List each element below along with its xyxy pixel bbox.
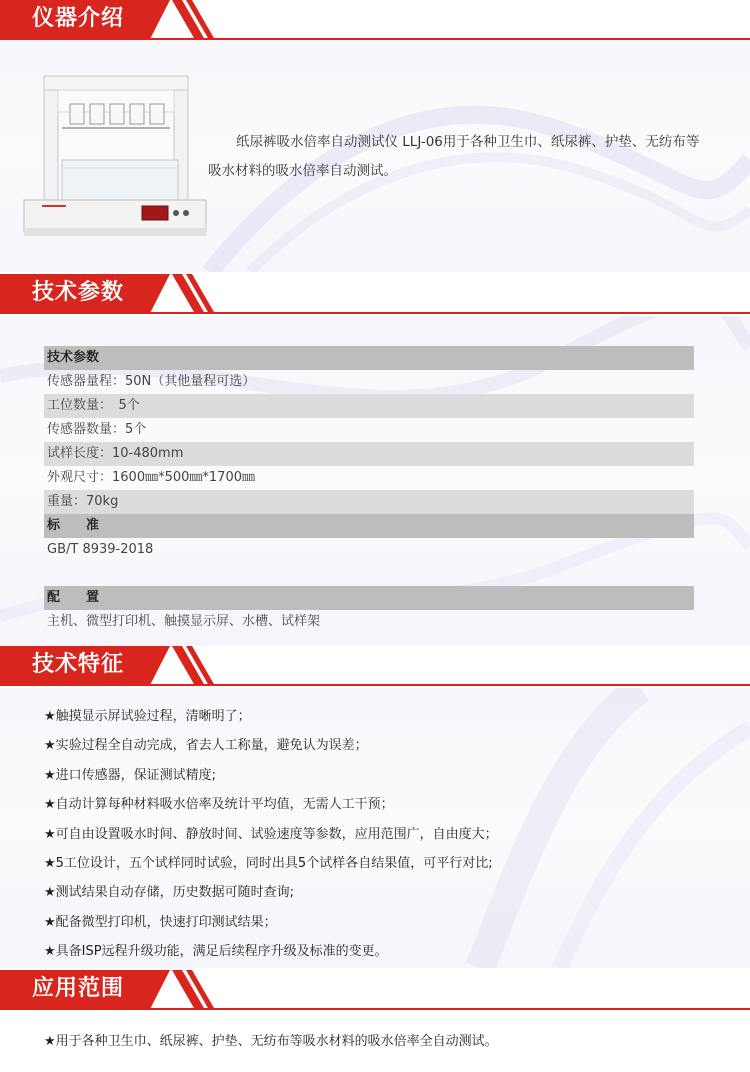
list-item: ★配备微型打印机，快速打印测试结果；	[44, 914, 277, 930]
list-item: ★可自由设置吸水时间、静放时间、试验速度等参数，应用范围广，自由度大；	[44, 826, 498, 842]
header-rule	[0, 38, 750, 40]
section-title: 仪器介绍	[32, 6, 125, 31]
table-row: 传感器量程：50N（其他量程可选）	[47, 374, 256, 389]
table-row: 传感器数量：5个	[47, 422, 147, 437]
section-title: 技术参数	[32, 280, 125, 305]
table-row: 配 置	[44, 586, 694, 610]
table-row: GB/T 8939-2018	[47, 542, 154, 557]
instrument-image	[22, 72, 208, 240]
list-item: ★测试结果自动存储，历史数据可随时查询;	[44, 885, 295, 901]
header-rule	[0, 312, 750, 314]
header-rule	[0, 1008, 750, 1010]
section-header-features	[0, 646, 750, 686]
table-row: 外观尺寸：1600㎜*500㎜*1700㎜	[47, 470, 255, 485]
list-item: ★具备ISP远程升级功能，满足后续程序升级及标准的变更。	[44, 944, 388, 960]
table-row: 技术参数	[44, 346, 694, 370]
table-row	[44, 562, 694, 586]
table-row: 标 准	[44, 514, 694, 538]
table-row: 重量：70kg	[44, 490, 694, 514]
list-item: ★5工位设计，五个试样同时试验，同时出具5个试样各自结果值，可平行对比;	[44, 855, 493, 871]
section-header-params	[0, 274, 750, 314]
table-row: 试样长度：10-480mm	[44, 442, 694, 466]
intro-description: 纸尿裤吸水倍率自动测试仪 LLJ-06用于各种卫生巾、纸尿裤、护垫、无纺布等吸水材料的吸水倍率自动测试。	[208, 134, 700, 179]
list-item: ★进口传感器，保证测试精度;	[44, 767, 217, 783]
section-title: 应用范围	[32, 976, 125, 1001]
header-rule	[0, 684, 750, 686]
section-header-apply	[0, 970, 750, 1010]
table-row: 主机、微型打印机、触摸显示屏、水槽、试样架	[47, 614, 321, 629]
section-title: 技术特征	[32, 652, 125, 677]
features-list	[44, 702, 724, 967]
list-item: ★自动计算每种材料吸水倍率及统计平均值，无需人工干预；	[44, 797, 394, 813]
apply-text: ★用于各种卫生巾、纸尿裤、护垫、无纺布等吸水材料的吸水倍率全自动测试。	[44, 1034, 498, 1049]
params-table	[44, 346, 694, 634]
table-row: 工位数量： 5个	[44, 394, 694, 418]
list-item: ★触摸显示屏试验过程，清晰明了；	[44, 709, 251, 724]
section-header-intro	[0, 0, 750, 40]
list-item: ★实验过程全自动完成，省去人工称量，避免认为误差；	[44, 738, 368, 754]
